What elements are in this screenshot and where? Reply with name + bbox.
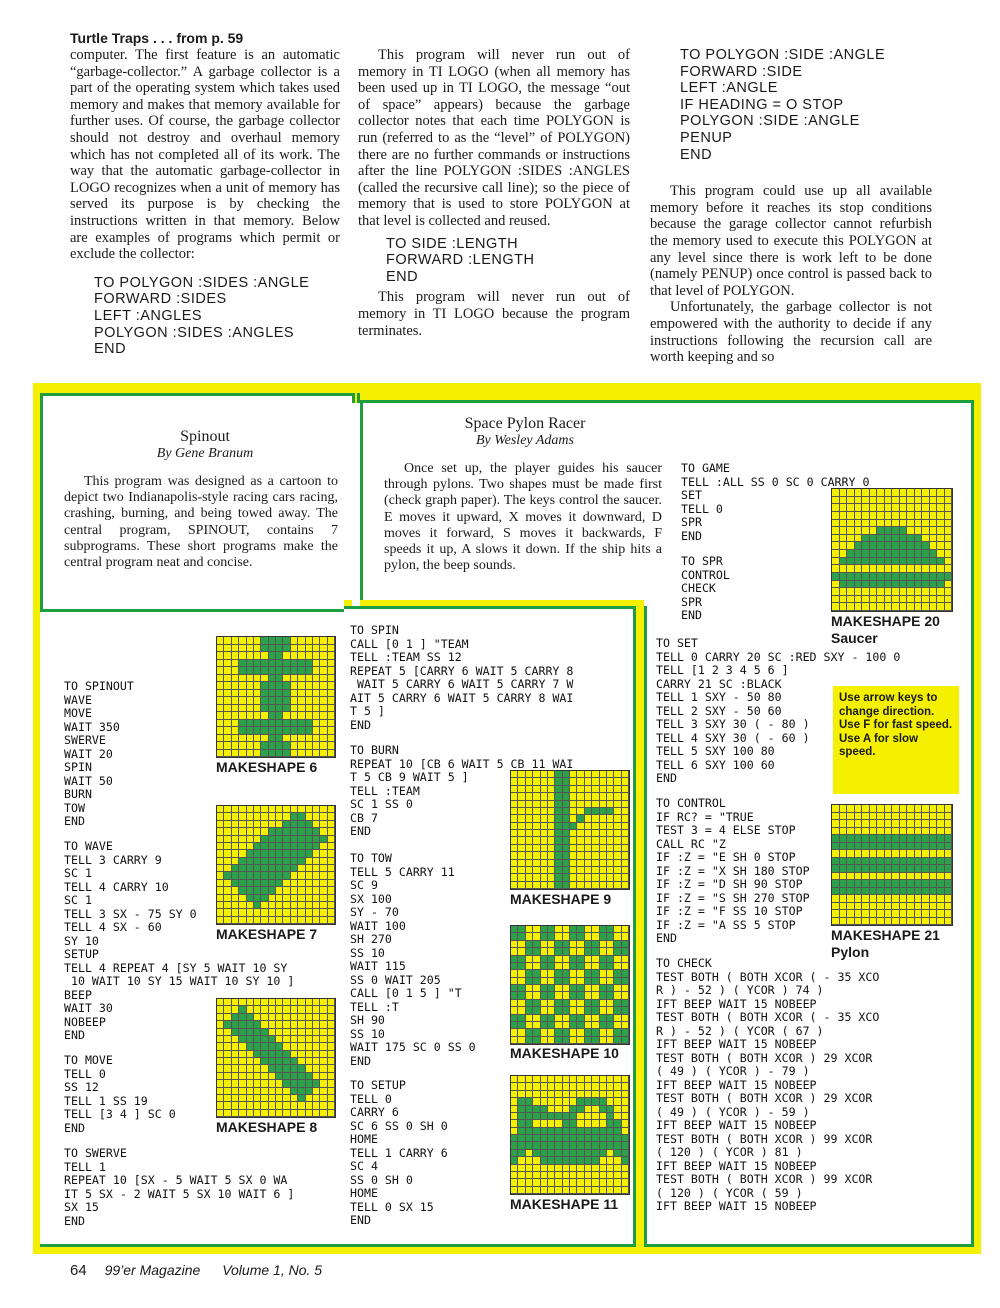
spinout-code-move: TO MOVE TELL 0 SS 12 TELL 1 SS 19 TELL [3 4 ] SC 0 END (64, 1053, 176, 1135)
makeshape-8-label: MAKESHAPE 8 (216, 1119, 318, 1135)
column-2 (358, 47, 630, 339)
makeshape-21-label: MAKESHAPE 21 (831, 927, 940, 943)
makeshape-11-grid (510, 1075, 630, 1195)
pylon-code-control: TO CONTROL IF RC? = "TRUE TEST 3 = 4 ELSE STOP CALL RC "Z IF :Z = "E SH 0 STOP IF :Z = "X SH 180 STOP IF :Z = "D SH 90 STOP IF :Z = "S SH 270 STOP IF :Z = "F SS 10 STOP IF :Z = "A SS 5 STOP END (656, 796, 810, 945)
magazine-name: 99’er Magazine (104, 1262, 201, 1278)
pylon-title: Space Pylon Racer (464, 415, 586, 432)
header-continued: Turtle Traps . . . from p. 59 (70, 30, 244, 46)
saucer-label: Saucer (831, 630, 878, 646)
pylon-intro: Once set up, the player guides his saucer through pylons. Two shapes must be made first (check graph paper). The keys control the saucer. E moves it upward, X moves it downward, D moves it forward, S moves it backwards, F speeds it up, A slows it down. If the ship hits a pylon, the beep sounds. (384, 461, 662, 574)
col2-code: TO SIDE :LENGTH FORWARD :LENGTH END (386, 235, 535, 285)
spinout-code-wave: TO WAVE TELL 3 CARRY 9 SC 1 TELL 4 CARRY 10 SC 1 TELL 3 SX - 75 SY 0 TELL 4 SX - 60 SY 10 SETUP TELL 4 REPEAT 4 [SY 5 WAIT 10 SY 10 WAIT 10 SY 15 WAIT 10 SY 10 ] BEEP WAIT 30 NOBEEP END (64, 839, 295, 1042)
makeshape-11-label: MAKESHAPE 11 (510, 1196, 619, 1212)
col1-paragraph: computer. The first feature is an automatic “garbage-collector.” A garbage collector is a part of the operating system which takes used memory and makes that memory available for further uses. Of course, the garbage collector should not destroy and overhaul memory which has not completed all of its work. The way that the automatic garbage-collector in LOGO recognizes when a unit of memory has served its purpose is by checking the instructions written in that memory. Below are examples of programs which permit or exclude the collector: (70, 47, 340, 263)
makeshape-9-grid (510, 770, 630, 890)
makeshape-10-label: MAKESHAPE 10 (510, 1045, 619, 1061)
col3-paragraph-1: This program could use up all available memory before it reaches its stop conditions because the garage collector cannot refurbish the memory used to execute this POLYGON at any level since there is work left to be done (namely PENUP) once control is passed back to that level of POLYGON. (650, 183, 932, 299)
col3-paragraph-2: Unfortunately, the garbage collector is not empowered with the authority to decide if any instructions following the recursion call are worth keeping and so (650, 299, 932, 366)
pylon-code-set: TO SET TELL 0 CARRY 20 SC :RED SXY - 100 0 TELL [1 2 3 4 5 6 ] CARRY 21 SC :BLACK TELL 1 SXY - 50 80 TELL 2 SXY - 50 60 TELL 3 SXY 30 ( - 80 ) TELL 4 SXY 30 ( - 60 ) TELL 5 SXY 100 80 TELL 6 SXY 100 60 END (656, 636, 901, 785)
spinout-byline: By Gene Branum (156, 446, 254, 461)
makeshape-20-label: MAKESHAPE 20 (831, 613, 940, 629)
makeshape-21-grid (831, 804, 953, 926)
column-1 (70, 47, 340, 358)
makeshape-7-label: MAKESHAPE 7 (216, 926, 318, 942)
col2-paragraph-2: This program will never run out of memory in TI LOGO because the program terminates. (358, 289, 630, 339)
makeshape-10-grid (510, 925, 630, 1045)
spinout-intro: This program was designed as a cartoon to depict two Indianapolis-style racing cars racing, crashing, burning, and being towed away. The central program, SPINOUT, contains 7 subprograms. These short programs make the central program neat and concise. (64, 474, 338, 571)
pylon-code-spr: TO SPR CONTROL CHECK SPR END (681, 554, 730, 622)
pylon-byline: By Wesley Adams (476, 433, 574, 448)
pylon-label: Pylon (831, 944, 870, 960)
spinout-code-burn: TO BURN REPEAT 10 [CB 6 WAIT 5 CB 11 WAI T 5 CB 9 WAIT 5 ] TELL :TEAM SC 1 SS 0 CB 7 END (350, 743, 574, 838)
column-3 (650, 47, 932, 366)
spinout-title: Spinout (180, 428, 230, 445)
spinout-code-tow: TO TOW TELL 5 CARRY 11 SC 9 SX 100 SY - 70 WAIT 100 SH 270 SS 10 WAIT 115 SS 0 WAIT 205 CALL [0 1 5 ] "T TELL :T SH 90 SS 10 WAIT 175 SC 0 SS 0 END (350, 851, 476, 1068)
spinout-code-main: TO SPINOUT WAVE MOVE WAIT 350 SWERVE WAIT 20 SPIN WAIT 50 BURN TOW END (64, 679, 134, 828)
col3-code: TO POLYGON :SIDE :ANGLE FORWARD :SIDE LEFT :ANGLE IF HEADING = O STOP POLYGON :SIDE :ANGLE PENUP END (680, 47, 886, 163)
makeshape-20-grid (831, 488, 953, 612)
makeshape-7-grid (216, 805, 336, 925)
makeshape-6-grid (216, 636, 336, 758)
makeshape-9-label: MAKESHAPE 9 (510, 891, 612, 907)
controls-note: Use arrow keys to change direction. Use F for fast speed. Use A for slow speed. (833, 686, 959, 794)
makeshape-8-grid (216, 998, 336, 1118)
spinout-code-setup: TO SETUP TELL 0 CARRY 6 SC 6 SS 0 SH 0 HOME TELL 1 CARRY 6 SC 4 SS 0 SH 0 HOME TELL 0 SX 15 END (350, 1078, 448, 1227)
pylon-code-check: TO CHECK TEST BOTH ( BOTH XCOR ( - 35 XCO R ) - 52 ) ( YCOR ) 74 ) IFT BEEP WAIT 15 NOBEEP TEST BOTH ( BOTH XCOR ( - 35 XCO R ) - 52 ) ( YCOR ( 67 ) IFT BEEP WAIT 15 NOBEEP TEST BOTH ( BOTH XCOR ) 29 XCOR ( 49 ) ( YCOR ) - 79 ) IFT BEEP WAIT 15 NOBEEP TEST BOTH ( BOTH XCOR ) 29 XCOR ( 49 ) ( YCOR ) - 59 ) IFT BEEP WAIT 15 NOBEEP TEST BOTH ( BOTH XCOR ) 99 XCOR ( 120 ) ( YCOR ) 81 ) IFT BEEP WAIT 15 NOBEEP TEST BOTH ( BOTH XCOR ) 99 XCOR ( 120 ) ( YCOR ( 59 ) IFT BEEP WAIT 15 NOBEEP (656, 956, 880, 1213)
col2-paragraph-1: This program will never run out of memory in TI LOGO (when all memory has been used up in TI LOGO, the message “out of space” appears) because the garbage collector notes that each time POLYGON is run (referred to as the “level” of POLYGON) there are no further commands or instructions after the line POLYGON :SIDES :ANGLES (called the recursive call line); so the piece of memory that is used to store POLYGON at that level is collected and reused. (358, 47, 630, 229)
pylon-code-game: TO GAME TELL :ALL SS 0 SC 0 CARRY 0 SET TELL 0 SPR END (681, 461, 870, 543)
footer (70, 1262, 322, 1279)
volume-issue: Volume 1, No. 5 (222, 1262, 323, 1278)
page-number: 64 (70, 1262, 87, 1279)
spinout-code-spin: TO SPIN CALL [0 1 ] "TEAM TELL :TEAM SS 12 REPEAT 5 [CARRY 6 WAIT 5 CARRY 8 WAIT 5 CARRY 6 WAIT 5 CARRY 7 W AIT 5 CARRY 6 WAIT 5 CARRY 8 WAI T 5 ] END (350, 623, 574, 732)
makeshape-6-label: MAKESHAPE 6 (216, 759, 318, 775)
col1-code: TO POLYGON :SIDES :ANGLE FORWARD :SIDES LEFT :ANGLES POLYGON :SIDES :ANGLES END (94, 274, 310, 358)
spinout-code-swerve: TO SWERVE TELL 1 REPEAT 10 [SX - 5 WAIT 5 SX 0 WA IT 5 SX - 2 WAIT 5 SX 10 WAIT 6 ] SX 15 END (64, 1146, 295, 1228)
